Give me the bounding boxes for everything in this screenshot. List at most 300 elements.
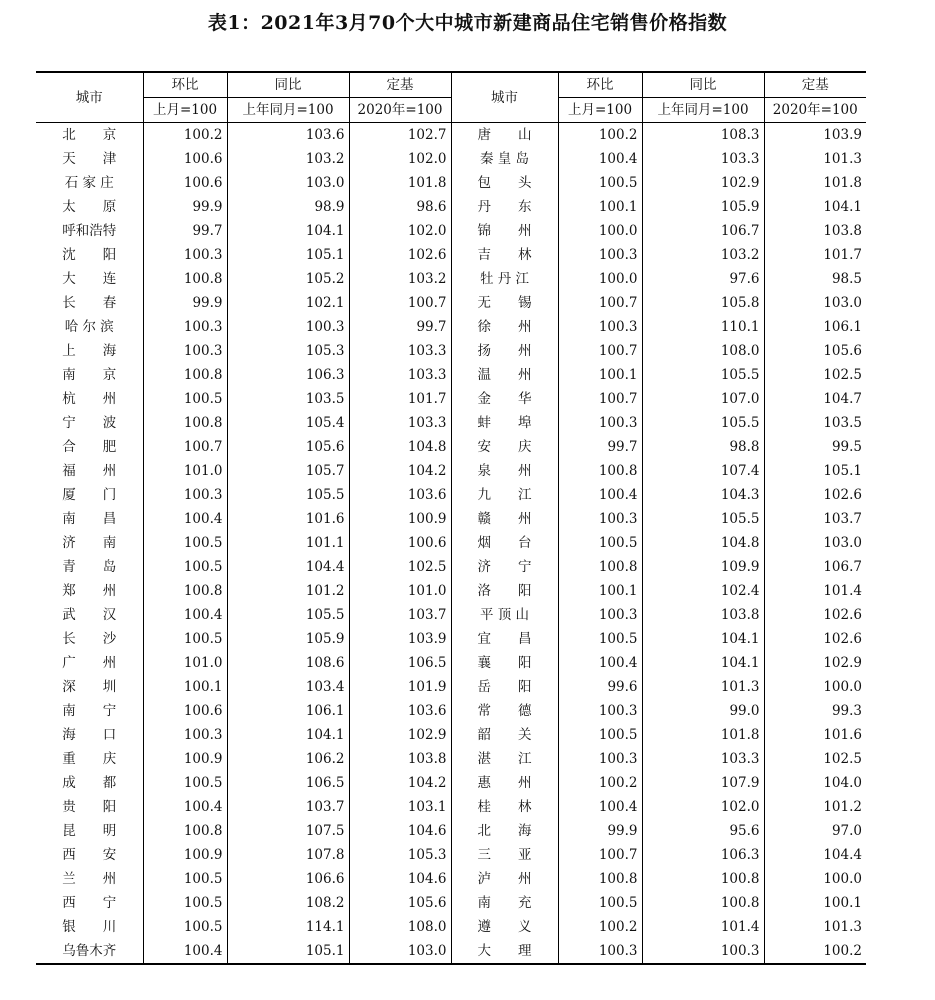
hb-value-left: 100.9 [143, 843, 227, 867]
tb-value-right: 107.4 [642, 459, 764, 483]
city-name-right: 蚌 埠 [451, 411, 558, 435]
table-row [36, 171, 866, 195]
city-name-left: 南 宁 [62, 703, 117, 719]
tb-value-right: 108.3 [642, 123, 764, 148]
hb-value-left: 100.1 [143, 675, 227, 699]
city-name-right: 包 头 [451, 171, 558, 195]
dj-value-left: 105.6 [349, 891, 451, 915]
hb-value-right: 100.8 [558, 867, 642, 891]
dj-value-right: 101.3 [764, 915, 866, 939]
tb-value-left: 102.1 [227, 291, 349, 315]
dj-value-right: 100.0 [764, 867, 866, 891]
tb-value-left: 101.1 [227, 531, 349, 555]
tb-value-left: 108.6 [227, 651, 349, 675]
page-title: 表1：2021年3月70个大中城市新建商品住宅销售价格指数 [207, 12, 728, 34]
hb-value-right: 100.4 [558, 483, 642, 507]
city-name-right: 韶 关 [451, 723, 558, 747]
tb-value-left: 107.5 [227, 819, 349, 843]
city-name-right: 北 海 [451, 819, 558, 843]
tb-value-left: 104.1 [227, 723, 349, 747]
dj-value-right: 102.9 [764, 651, 866, 675]
city-name-left: 宁 波 [62, 415, 117, 431]
tb-value-left: 103.2 [227, 147, 349, 171]
tb-value-left: 105.5 [227, 603, 349, 627]
city-name-left: 北 京 [62, 127, 117, 143]
dj-value-right: 106.1 [764, 315, 866, 339]
hb-value-right: 100.5 [558, 531, 642, 555]
city-name-right: 无 锡 [451, 291, 558, 315]
city-name-left: 福 州 [62, 463, 117, 479]
dj-value-right: 103.8 [764, 219, 866, 243]
header-city-left: 城市 [75, 89, 103, 106]
hb-value-right: 100.3 [558, 243, 642, 267]
dj-value-left: 100.7 [349, 291, 451, 315]
tb-value-right: 105.9 [642, 195, 764, 219]
table-row [36, 195, 866, 219]
tb-value-left: 106.3 [227, 363, 349, 387]
city-name-left: 重 庆 [62, 751, 117, 767]
dj-value-left: 104.8 [349, 435, 451, 459]
table-header [36, 72, 866, 123]
hb-value-left: 100.5 [143, 555, 227, 579]
hb-value-left: 100.6 [143, 699, 227, 723]
dj-value-right: 105.6 [764, 339, 866, 363]
header-hb-base-left: 上月=100 [143, 98, 227, 123]
tb-value-right: 99.0 [642, 699, 764, 723]
dj-value-left: 101.9 [349, 675, 451, 699]
table-row [36, 771, 866, 795]
dj-value-right: 104.7 [764, 387, 866, 411]
dj-value-left: 101.0 [349, 579, 451, 603]
header-dj-left: 定基 [349, 72, 451, 98]
city-name-left: 济 南 [62, 535, 117, 551]
city-name-right: 济 宁 [451, 555, 558, 579]
tb-value-left: 105.5 [227, 483, 349, 507]
city-name-left: 广 州 [62, 655, 117, 671]
city-name-left: 长 沙 [62, 631, 117, 647]
hb-value-right: 100.1 [558, 195, 642, 219]
city-name-right: 牡 丹 江 [451, 267, 558, 291]
city-name-left: 天 津 [62, 151, 117, 167]
dj-value-right: 104.0 [764, 771, 866, 795]
header-dj-base-left: 2020年=100 [349, 98, 451, 123]
hb-value-left: 100.4 [143, 507, 227, 531]
city-name-left: 昆 明 [62, 823, 117, 839]
tb-value-left: 98.9 [227, 195, 349, 219]
price-index-table [36, 71, 866, 965]
city-name-left: 杭 州 [62, 391, 117, 407]
hb-value-right: 100.2 [558, 771, 642, 795]
dj-value-left: 104.6 [349, 867, 451, 891]
dj-value-right: 101.2 [764, 795, 866, 819]
table-row [36, 579, 866, 603]
city-name-right: 烟 台 [451, 531, 558, 555]
city-name-left: 南 昌 [62, 511, 117, 527]
tb-value-left: 106.6 [227, 867, 349, 891]
header-city-right: 城市 [451, 72, 558, 123]
table-row [36, 699, 866, 723]
hb-value-right: 100.5 [558, 723, 642, 747]
dj-value-left: 98.6 [349, 195, 451, 219]
table-row [36, 291, 866, 315]
hb-value-left: 100.3 [143, 243, 227, 267]
hb-value-right: 100.0 [558, 219, 642, 243]
hb-value-left: 100.8 [143, 411, 227, 435]
table-row [36, 123, 866, 148]
dj-value-left: 102.0 [349, 219, 451, 243]
dj-value-right: 103.9 [764, 123, 866, 148]
hb-value-right: 100.4 [558, 147, 642, 171]
tb-value-left: 103.6 [227, 123, 349, 148]
table-row [36, 339, 866, 363]
table-row [36, 843, 866, 867]
dj-value-left: 104.6 [349, 819, 451, 843]
dj-value-left: 103.6 [349, 483, 451, 507]
dj-value-right: 103.0 [764, 291, 866, 315]
city-name-left: 太 原 [62, 199, 117, 215]
table-row [36, 723, 866, 747]
dj-value-left: 103.7 [349, 603, 451, 627]
hb-value-right: 100.7 [558, 339, 642, 363]
hb-value-right: 100.7 [558, 843, 642, 867]
hb-value-left: 100.5 [143, 771, 227, 795]
city-name-left: 成 都 [62, 775, 117, 791]
tb-value-left: 104.4 [227, 555, 349, 579]
tb-value-right: 105.5 [642, 363, 764, 387]
dj-value-right: 100.1 [764, 891, 866, 915]
city-name-right: 扬 州 [451, 339, 558, 363]
city-name-left: 沈 阳 [62, 247, 117, 263]
hb-value-left: 100.7 [143, 435, 227, 459]
hb-value-right: 100.7 [558, 387, 642, 411]
city-name-right: 常 德 [451, 699, 558, 723]
header-hb-base-right: 上月=100 [558, 98, 642, 123]
tb-value-right: 105.5 [642, 411, 764, 435]
city-name-left: 上 海 [62, 343, 117, 359]
dj-value-left: 103.3 [349, 339, 451, 363]
dj-value-left: 103.6 [349, 699, 451, 723]
dj-value-right: 98.5 [764, 267, 866, 291]
hb-value-left: 99.9 [143, 195, 227, 219]
city-name-right: 赣 州 [451, 507, 558, 531]
tb-value-left: 100.3 [227, 315, 349, 339]
dj-value-right: 100.0 [764, 675, 866, 699]
tb-value-right: 97.6 [642, 267, 764, 291]
tb-value-left: 108.2 [227, 891, 349, 915]
dj-value-right: 97.0 [764, 819, 866, 843]
city-name-right: 三 亚 [451, 843, 558, 867]
table-row [36, 627, 866, 651]
dj-value-right: 101.6 [764, 723, 866, 747]
dj-value-left: 103.3 [349, 411, 451, 435]
table-row [36, 507, 866, 531]
tb-value-right: 106.3 [642, 843, 764, 867]
hb-value-right: 100.3 [558, 507, 642, 531]
hb-value-left: 100.6 [143, 171, 227, 195]
table-body [36, 123, 866, 965]
tb-value-left: 103.0 [227, 171, 349, 195]
dj-value-right: 102.5 [764, 747, 866, 771]
table-row [36, 267, 866, 291]
dj-value-right: 104.1 [764, 195, 866, 219]
dj-value-left: 103.8 [349, 747, 451, 771]
tb-value-right: 103.3 [642, 147, 764, 171]
dj-value-left: 99.7 [349, 315, 451, 339]
city-name-right: 桂 林 [451, 795, 558, 819]
table-row [36, 795, 866, 819]
tb-value-left: 103.4 [227, 675, 349, 699]
hb-value-right: 100.3 [558, 411, 642, 435]
table-row [36, 915, 866, 939]
city-name-left: 西 宁 [62, 895, 117, 911]
header-tb-base-right: 上年同月=100 [642, 98, 764, 123]
city-name-right: 锦 州 [451, 219, 558, 243]
city-name-left: 大 连 [62, 271, 117, 287]
dj-value-left: 106.5 [349, 651, 451, 675]
city-name-right: 唐 山 [451, 123, 558, 148]
hb-value-right: 100.1 [558, 579, 642, 603]
city-name-right: 惠 州 [451, 771, 558, 795]
tb-value-right: 102.0 [642, 795, 764, 819]
dj-value-left: 105.3 [349, 843, 451, 867]
hb-value-right: 100.1 [558, 363, 642, 387]
tb-value-left: 101.6 [227, 507, 349, 531]
dj-value-left: 103.2 [349, 267, 451, 291]
city-name-right: 宜 昌 [451, 627, 558, 651]
hb-value-left: 100.2 [143, 123, 227, 148]
hb-value-right: 100.8 [558, 555, 642, 579]
hb-value-left: 99.7 [143, 219, 227, 243]
dj-value-left: 104.2 [349, 771, 451, 795]
header-hb-left: 环比 [143, 72, 227, 98]
city-name-left: 贵 阳 [62, 799, 117, 815]
city-name-right: 金 华 [451, 387, 558, 411]
tb-value-right: 103.3 [642, 747, 764, 771]
hb-value-left: 99.9 [143, 291, 227, 315]
city-name-right: 徐 州 [451, 315, 558, 339]
dj-value-left: 103.1 [349, 795, 451, 819]
dj-value-left: 102.0 [349, 147, 451, 171]
city-name-left: 长 春 [62, 295, 117, 311]
city-name-right: 平 顶 山 [451, 603, 558, 627]
table-row [36, 651, 866, 675]
hb-value-right: 100.3 [558, 603, 642, 627]
table-row [36, 603, 866, 627]
hb-value-right: 100.0 [558, 267, 642, 291]
header-dj-base-right: 2020年=100 [764, 98, 866, 123]
hb-value-right: 100.2 [558, 915, 642, 939]
dj-value-right: 101.4 [764, 579, 866, 603]
hb-value-right: 100.5 [558, 891, 642, 915]
hb-value-right: 100.2 [558, 123, 642, 148]
city-name-right: 吉 林 [451, 243, 558, 267]
tb-value-left: 105.6 [227, 435, 349, 459]
tb-value-right: 101.3 [642, 675, 764, 699]
hb-value-left: 100.3 [143, 315, 227, 339]
tb-value-right: 104.3 [642, 483, 764, 507]
tb-value-right: 103.2 [642, 243, 764, 267]
tb-value-left: 106.2 [227, 747, 349, 771]
header-hb-right: 环比 [558, 72, 642, 98]
table-row [36, 147, 866, 171]
tb-value-right: 104.8 [642, 531, 764, 555]
city-name-right: 泸 州 [451, 867, 558, 891]
dj-value-left: 101.7 [349, 387, 451, 411]
tb-value-right: 100.8 [642, 867, 764, 891]
city-name-right: 襄 阳 [451, 651, 558, 675]
hb-value-left: 100.3 [143, 483, 227, 507]
hb-value-left: 100.6 [143, 147, 227, 171]
table-row [36, 867, 866, 891]
tb-value-right: 103.8 [642, 603, 764, 627]
city-name-left: 石 家 庄 [64, 175, 114, 191]
table-row [36, 747, 866, 771]
city-name-right: 洛 阳 [451, 579, 558, 603]
city-name-left: 深 圳 [62, 679, 117, 695]
dj-value-right: 104.4 [764, 843, 866, 867]
tb-value-right: 102.4 [642, 579, 764, 603]
dj-value-right: 101.3 [764, 147, 866, 171]
tb-value-right: 104.1 [642, 627, 764, 651]
tb-value-left: 106.1 [227, 699, 349, 723]
city-name-left: 武 汉 [62, 607, 117, 623]
tb-value-left: 103.7 [227, 795, 349, 819]
hb-value-left: 100.8 [143, 819, 227, 843]
table-row [36, 243, 866, 267]
hb-value-right: 99.9 [558, 819, 642, 843]
dj-value-left: 103.9 [349, 627, 451, 651]
dj-value-right: 99.5 [764, 435, 866, 459]
hb-value-left: 100.8 [143, 267, 227, 291]
hb-value-right: 100.7 [558, 291, 642, 315]
city-name-right: 岳 阳 [451, 675, 558, 699]
header-tb-left: 同比 [227, 72, 349, 98]
dj-value-right: 103.7 [764, 507, 866, 531]
header-tb-base-left: 上年同月=100 [227, 98, 349, 123]
table-row [36, 315, 866, 339]
table-row [36, 363, 866, 387]
hb-value-left: 100.5 [143, 867, 227, 891]
table-row [36, 387, 866, 411]
dj-value-left: 102.6 [349, 243, 451, 267]
hb-value-left: 100.9 [143, 747, 227, 771]
header-dj-right: 定基 [764, 72, 866, 98]
tb-value-right: 107.0 [642, 387, 764, 411]
hb-value-left: 100.5 [143, 915, 227, 939]
hb-value-right: 100.8 [558, 459, 642, 483]
tb-value-left: 105.4 [227, 411, 349, 435]
hb-value-right: 99.7 [558, 435, 642, 459]
tb-value-left: 105.1 [227, 939, 349, 964]
dj-value-left: 100.9 [349, 507, 451, 531]
dj-value-right: 105.1 [764, 459, 866, 483]
hb-value-right: 99.6 [558, 675, 642, 699]
tb-value-left: 105.1 [227, 243, 349, 267]
dj-value-right: 102.6 [764, 483, 866, 507]
dj-value-right: 102.6 [764, 603, 866, 627]
dj-value-left: 103.0 [349, 939, 451, 964]
tb-value-right: 95.6 [642, 819, 764, 843]
dj-value-right: 102.5 [764, 363, 866, 387]
city-name-right: 泉 州 [451, 459, 558, 483]
city-name-left: 西 安 [62, 847, 117, 863]
table-row [36, 891, 866, 915]
hb-value-left: 100.5 [143, 531, 227, 555]
table-row [36, 435, 866, 459]
header-tb-right: 同比 [642, 72, 764, 98]
city-name-left: 厦 门 [62, 487, 117, 503]
hb-value-right: 100.3 [558, 699, 642, 723]
city-name-left: 合 肥 [62, 439, 117, 455]
city-name-left: 呼和浩特 [62, 223, 117, 239]
table-row [36, 675, 866, 699]
city-name-left: 南 京 [62, 367, 117, 383]
tb-value-right: 101.8 [642, 723, 764, 747]
hb-value-left: 100.3 [143, 723, 227, 747]
hb-value-left: 101.0 [143, 651, 227, 675]
tb-value-right: 109.9 [642, 555, 764, 579]
dj-value-right: 103.0 [764, 531, 866, 555]
city-name-right: 安 庆 [451, 435, 558, 459]
hb-value-right: 100.3 [558, 939, 642, 964]
table-row [36, 531, 866, 555]
table-row [36, 459, 866, 483]
hb-value-left: 100.5 [143, 627, 227, 651]
dj-value-right: 100.2 [764, 939, 866, 964]
hb-value-left: 101.0 [143, 459, 227, 483]
tb-value-right: 100.3 [642, 939, 764, 964]
city-name-left: 兰 州 [62, 871, 117, 887]
dj-value-right: 106.7 [764, 555, 866, 579]
dj-value-right: 99.3 [764, 699, 866, 723]
hb-value-right: 100.3 [558, 747, 642, 771]
hb-value-left: 100.5 [143, 387, 227, 411]
table-row [36, 939, 866, 964]
table-row [36, 219, 866, 243]
hb-value-right: 100.5 [558, 171, 642, 195]
dj-value-left: 108.0 [349, 915, 451, 939]
hb-value-right: 100.4 [558, 795, 642, 819]
city-name-left: 哈 尔 滨 [64, 319, 114, 335]
table-row [36, 819, 866, 843]
dj-value-left: 101.8 [349, 171, 451, 195]
city-name-right: 南 充 [451, 891, 558, 915]
dj-value-right: 103.5 [764, 411, 866, 435]
hb-value-right: 100.5 [558, 627, 642, 651]
tb-value-right: 101.4 [642, 915, 764, 939]
tb-value-right: 102.9 [642, 171, 764, 195]
tb-value-left: 103.5 [227, 387, 349, 411]
dj-value-right: 101.8 [764, 171, 866, 195]
city-name-right: 丹 东 [451, 195, 558, 219]
tb-value-right: 105.8 [642, 291, 764, 315]
hb-value-right: 100.4 [558, 651, 642, 675]
dj-value-left: 102.9 [349, 723, 451, 747]
city-name-right: 温 州 [451, 363, 558, 387]
dj-value-right: 101.7 [764, 243, 866, 267]
tb-value-left: 105.2 [227, 267, 349, 291]
tb-value-left: 106.5 [227, 771, 349, 795]
city-name-left: 海 口 [62, 727, 117, 743]
tb-value-left: 101.2 [227, 579, 349, 603]
table-row [36, 555, 866, 579]
hb-value-left: 100.4 [143, 603, 227, 627]
tb-value-right: 98.8 [642, 435, 764, 459]
hb-value-right: 100.3 [558, 315, 642, 339]
dj-value-left: 100.6 [349, 531, 451, 555]
tb-value-right: 104.1 [642, 651, 764, 675]
city-name-right: 秦 皇 岛 [451, 147, 558, 171]
